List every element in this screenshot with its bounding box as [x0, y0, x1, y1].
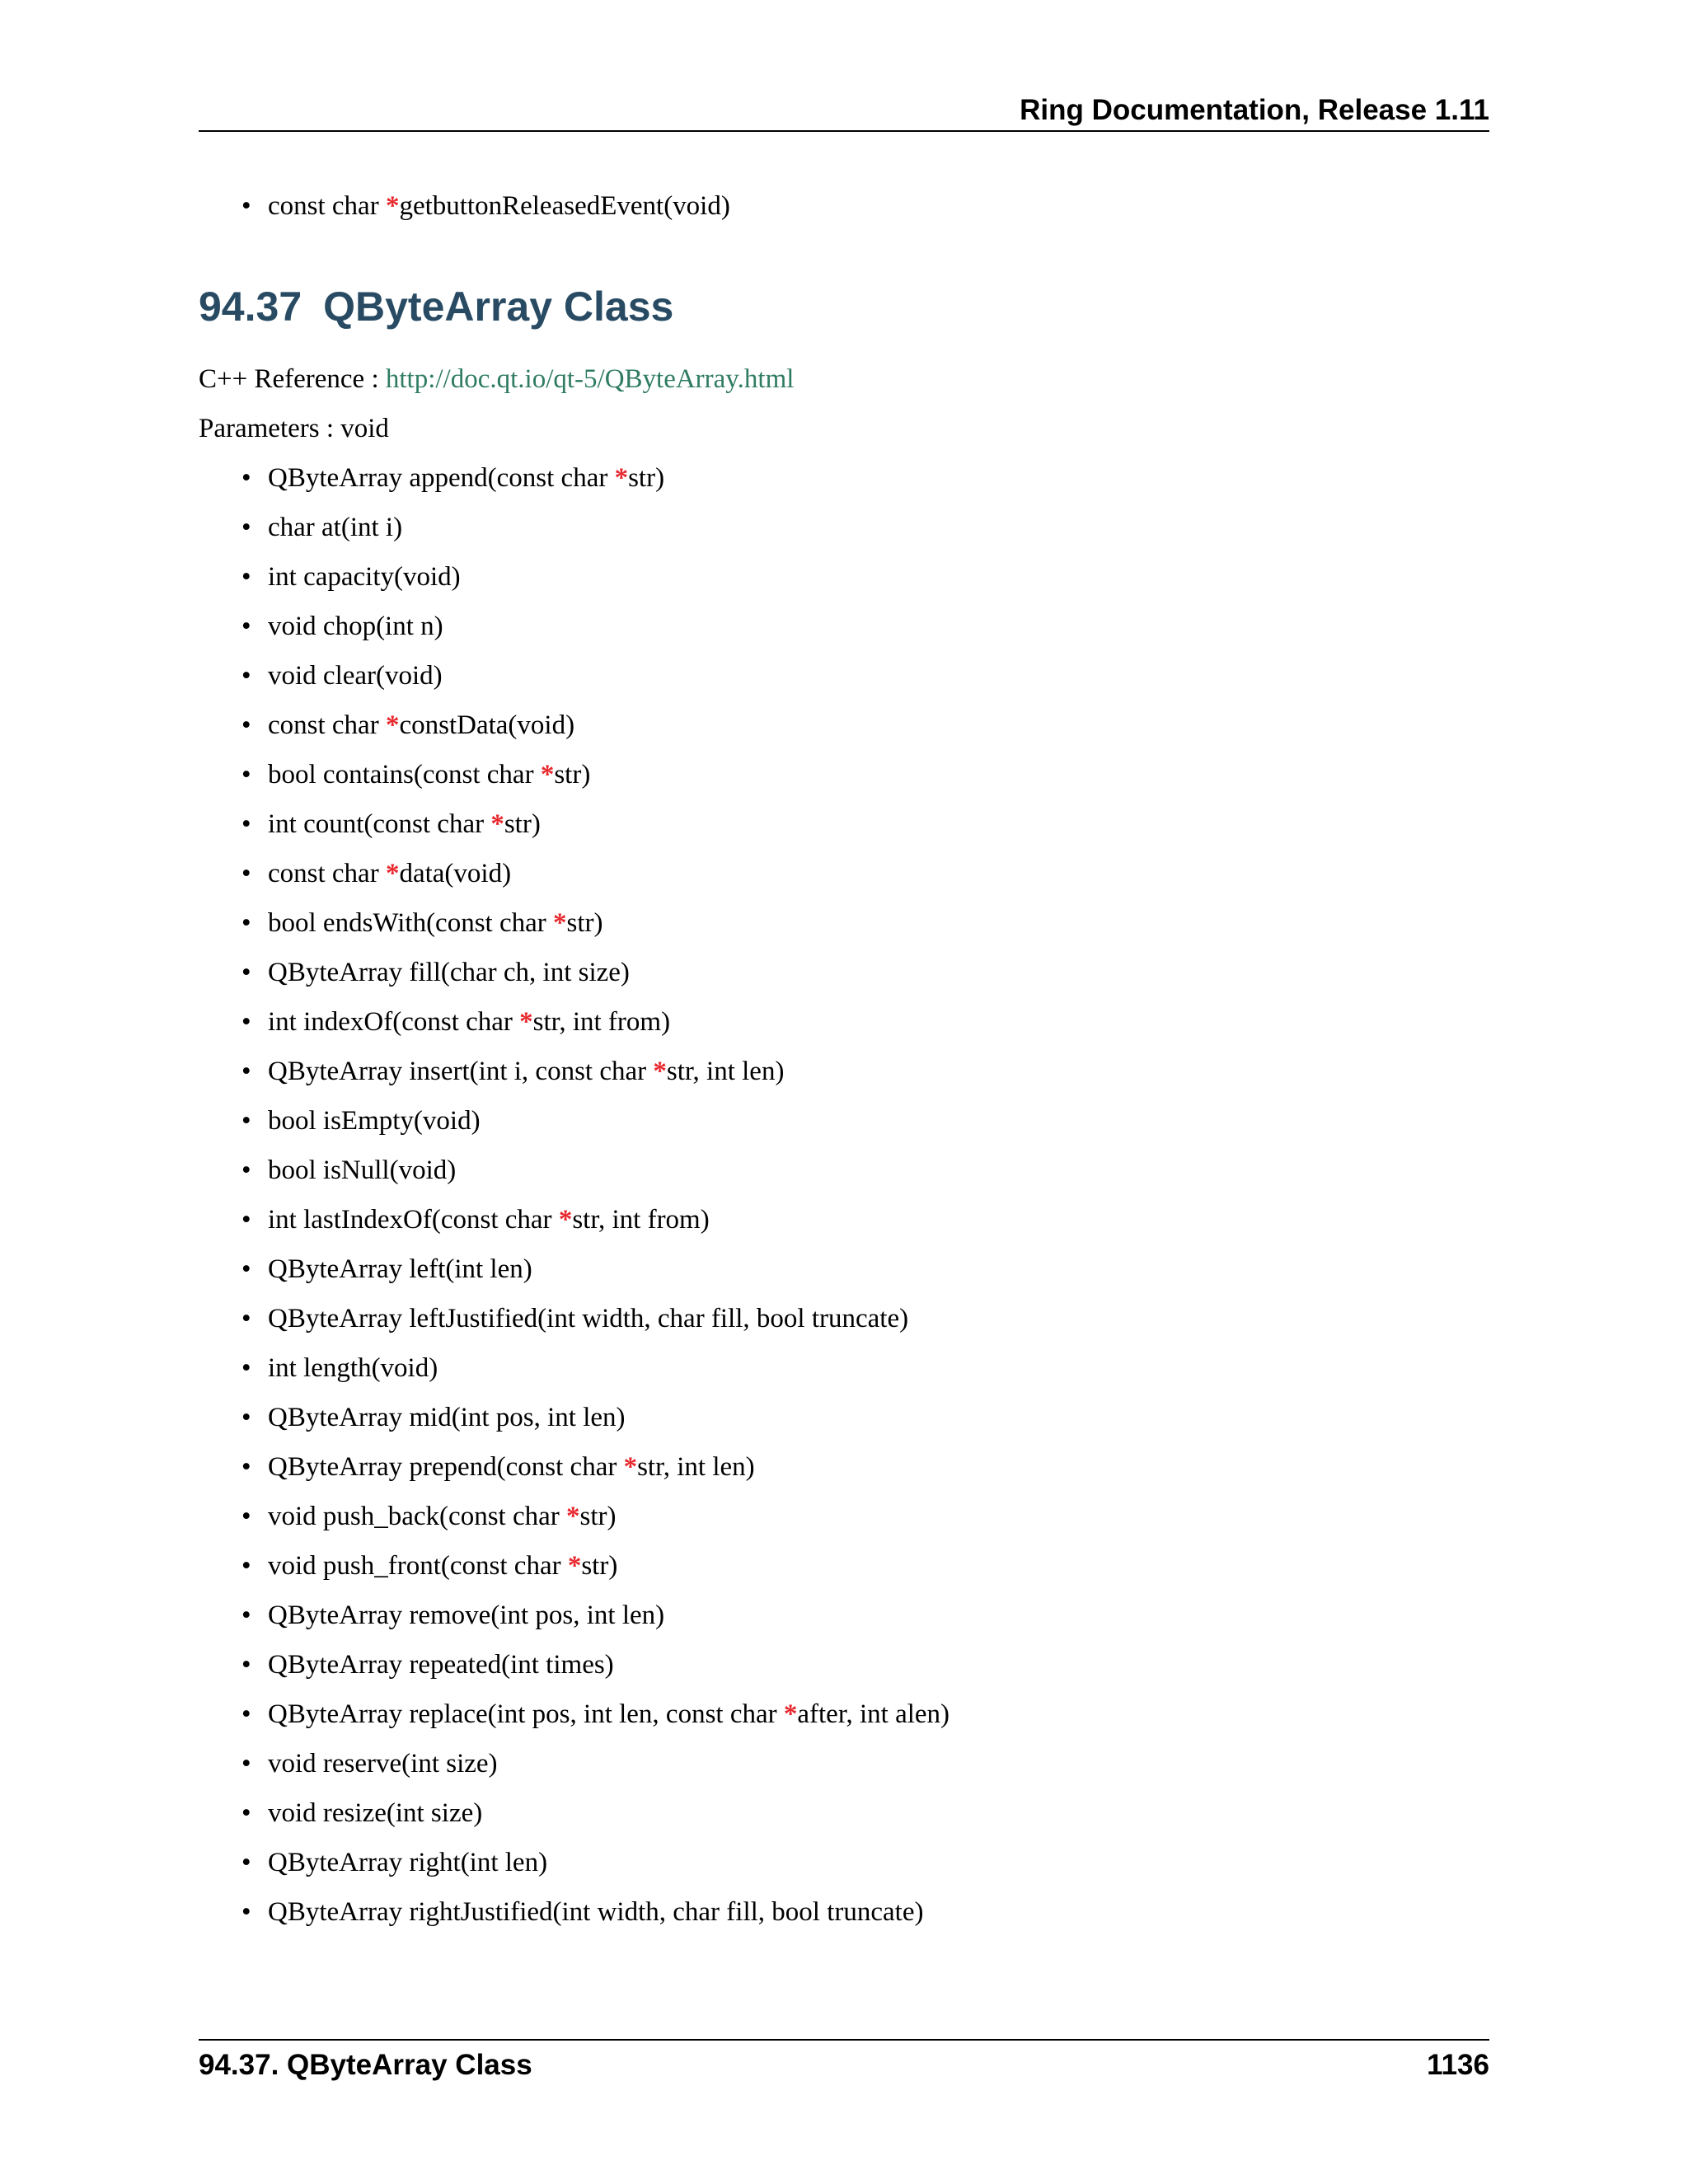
reference-label: C++ Reference :: [199, 364, 386, 394]
list-item: • QByteArray replace(int pos, int len, const char *after, int alen): [199, 1698, 1489, 1731]
list-item: • void chop(int n): [199, 610, 1489, 643]
section-number: 94.37: [199, 284, 302, 330]
list-item: • void push_back(const char *str): [199, 1500, 1489, 1533]
list-item: • int length(void): [199, 1352, 1489, 1385]
list-item: • const char *getbuttonReleasedEvent(void): [199, 190, 1489, 223]
page-content: [199, 190, 1489, 1945]
footer-section-title: 94.37. QByteArray Class: [199, 2049, 532, 2081]
list-item: • void resize(int size): [199, 1797, 1489, 1830]
list-item: • QByteArray remove(int pos, int len): [199, 1599, 1489, 1632]
list-item: • QByteArray leftJustified(int width, char fill, bool truncate): [199, 1302, 1489, 1335]
list-item: • int indexOf(const char *str, int from): [199, 1005, 1489, 1038]
list-item: • const char *data(void): [199, 857, 1489, 890]
reference-link[interactable]: http://doc.qt.io/qt-5/QByteArray.html: [385, 364, 795, 394]
list-item: • void push_front(const char *str): [199, 1549, 1489, 1582]
list-item: • QByteArray fill(char ch, int size): [199, 956, 1489, 989]
list-item: • QByteArray repeated(int times): [199, 1648, 1489, 1681]
list-item: • void reserve(int size): [199, 1747, 1489, 1780]
list-item: • QByteArray rightJustified(int width, char fill, bool truncate): [199, 1896, 1489, 1929]
list-item: • const char *constData(void): [199, 709, 1489, 742]
section-heading: [199, 282, 1489, 331]
page-number: 1136: [1427, 2049, 1489, 2081]
list-item: • QByteArray mid(int pos, int len): [199, 1401, 1489, 1434]
list-item: • QByteArray left(int len): [199, 1253, 1489, 1286]
list-item: • int lastIndexOf(const char *str, int from): [199, 1203, 1489, 1236]
list-item: • char at(int i): [199, 511, 1489, 544]
section-title: QByteArray Class: [323, 284, 674, 330]
previous-function-list: [199, 190, 1489, 223]
list-item: • bool isEmpty(void): [199, 1104, 1489, 1137]
list-item: • void clear(void): [199, 659, 1489, 692]
list-item: • int capacity(void): [199, 560, 1489, 593]
list-item: • int count(const char *str): [199, 808, 1489, 841]
list-item: • QByteArray append(const char *str): [199, 462, 1489, 494]
page-header: [199, 91, 1489, 132]
method-list: [199, 462, 1489, 1929]
list-item: • bool endsWith(const char *str): [199, 907, 1489, 940]
cpp-reference: [199, 363, 1489, 396]
list-item: • QByteArray insert(int i, const char *str, int len): [199, 1055, 1489, 1088]
list-item: • bool contains(const char *str): [199, 758, 1489, 791]
list-item: • bool isNull(void): [199, 1154, 1489, 1187]
document-title: Ring Documentation, Release 1.11: [1020, 94, 1489, 126]
parameters-line: Parameters : void: [199, 414, 389, 443]
list-item: • QByteArray prepend(const char *str, int len): [199, 1451, 1489, 1483]
page-footer: [199, 2039, 1489, 2083]
list-item: • QByteArray right(int len): [199, 1846, 1489, 1879]
